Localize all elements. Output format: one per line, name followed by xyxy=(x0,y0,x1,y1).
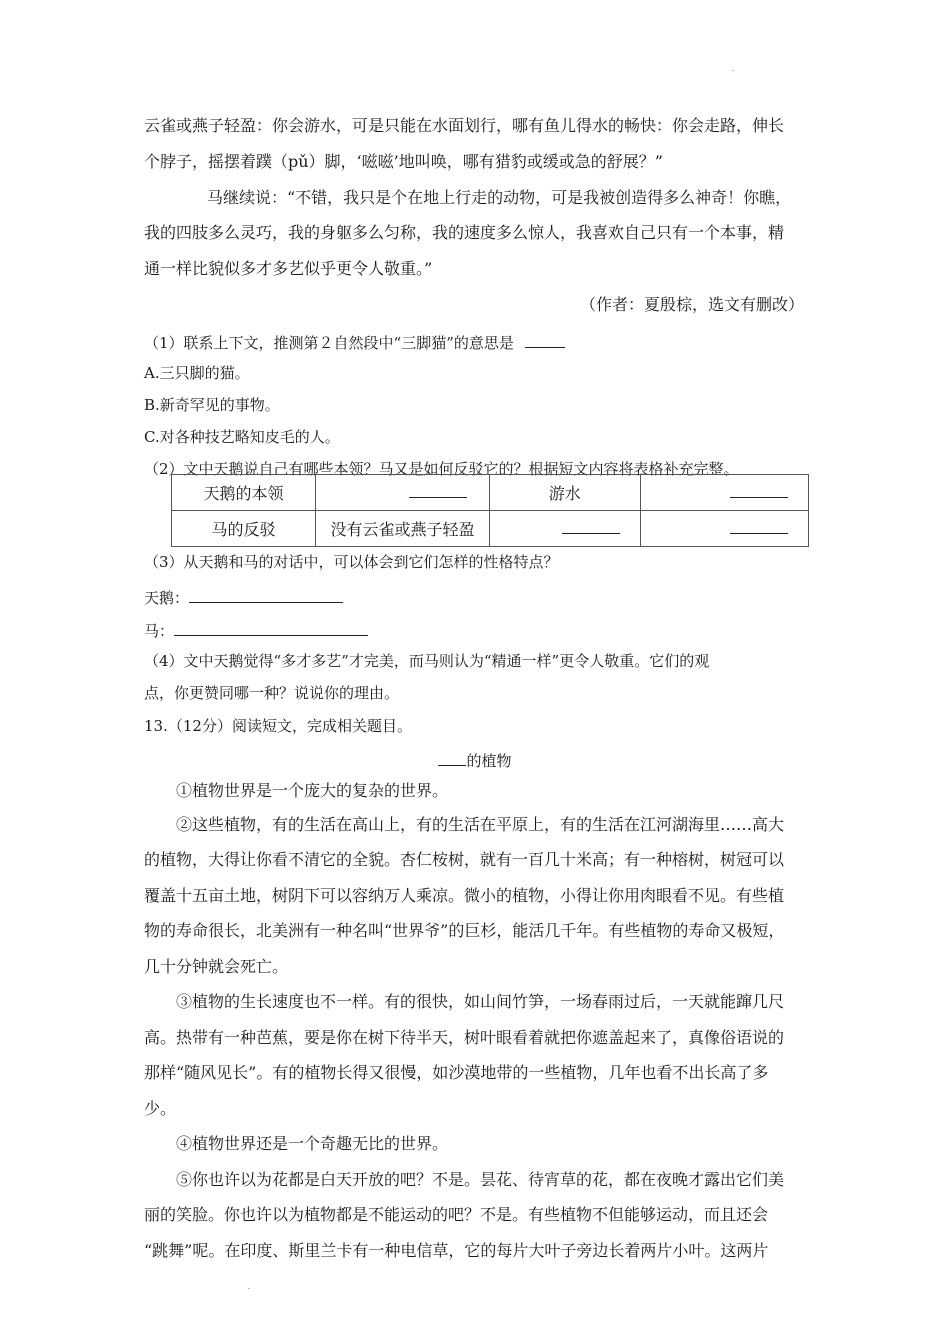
q13-header: 13.（12分）阅读短文，完成相关题目。 xyxy=(144,717,412,735)
passage-line: 我的四肢多么灵巧，我的身躯多么匀称，我的速度多么惊人，我喜欢自己只有一个本事，精 xyxy=(144,223,785,242)
paragraph-4: ④植物世界还是一个奇趣无比的世界。 xyxy=(176,1134,449,1153)
table-cell-horse-rebuttal-label: 马的反驳 xyxy=(172,511,316,547)
paragraph-2-line: 物的寿命很长，北美洲有一种名叫“世界爷”的巨杉，能活几千年。有些植物的寿命又极短， xyxy=(144,921,785,940)
passage-line: 个脖子，摇摆着蹼（pǔ）脚，‘嗞嗞’地叫唤，哪有猎豹或缓或急的舒展？” xyxy=(144,152,663,171)
table-row xyxy=(172,511,809,547)
title-suffix: 的植物 xyxy=(466,752,512,770)
paragraph-3-line: 那样“随风见长”。有的植物长得又很慢，如沙漠地带的一些植物，几年也看不出长高了多 xyxy=(144,1063,769,1082)
paragraph-3-line: ③植物的生长速度也不一样。有的很快，如山间竹笋，一场春雨过后，一天就能蹿几尺 xyxy=(176,992,785,1011)
horse-answer-line xyxy=(144,618,368,641)
paragraph-3-line: 少。 xyxy=(144,1099,177,1118)
paragraph-2-line: 覆盖十五亩土地，树阴下可以容纳万人乘凉。微小的植物，小得让你用肉眼看不见。有些植 xyxy=(144,886,785,905)
question-4-cont: 点，你更赞同哪一种？说说你的理由。 xyxy=(144,684,400,702)
paragraph-5-line: ⑤你也许以为花都是白天开放的吧？不是。昙花、待宵草的花，都在夜晚才露出它们美 xyxy=(176,1170,785,1189)
passage-line: 通一样比貌似多才多艺似乎更令人敬重。” xyxy=(144,259,433,278)
title-blank[interactable] xyxy=(438,748,466,766)
table-cell-swan-skills-label: 天鹅的本领 xyxy=(172,475,316,511)
paragraph-2-line: 几十分钟就会死亡。 xyxy=(144,957,289,976)
passage-line: 云雀或燕子轻盈：你会游水，可是只能在水面划行，哪有鱼儿得水的畅快：你会走路，伸长 xyxy=(144,116,785,135)
question-1 xyxy=(144,330,565,353)
option-b: B.新奇罕见的事物。 xyxy=(144,396,280,414)
scan-speck xyxy=(732,70,734,71)
question-1-text: （1）联系上下文，推测第２自然段中“三脚猫”的意思是 xyxy=(144,334,514,352)
table-cell-rebuttal-1: 没有云雀或燕子轻盈 xyxy=(316,511,490,547)
passage-line: 马继续说：“不错，我只是个在地上行走的动物，可是我被创造得多么神奇！你瞧， xyxy=(207,188,792,207)
scan-speck xyxy=(248,1288,250,1289)
question-2: （2）文中天鹅说自己有哪些本领？马又是如何反驳它的？根据短文内容将表格补充完整。 xyxy=(144,460,739,478)
swan-answer-line xyxy=(144,585,343,608)
author-credit: （作者：夏殷棕，选文有删改） xyxy=(579,295,804,314)
paragraph-5-line: 丽的笑脸。你也许以为植物都是不能运动的吧？不是。有些植物不但能够运动，而且还会 xyxy=(144,1205,769,1224)
table-cell-blank[interactable] xyxy=(640,511,808,547)
option-c: C.对各种技艺略知皮毛的人。 xyxy=(144,428,340,446)
table-cell-blank[interactable] xyxy=(640,475,808,511)
swan-answer-blank[interactable] xyxy=(189,585,343,603)
table-cell-blank[interactable] xyxy=(316,475,490,511)
table-cell-blank[interactable] xyxy=(490,511,641,547)
horse-answer-blank[interactable] xyxy=(174,618,368,636)
table-cell-swim: 游水 xyxy=(490,475,641,511)
answer-table xyxy=(171,474,809,547)
q13-title xyxy=(0,748,950,771)
paragraph-2-line: ②这些植物，有的生活在高山上，有的生活在平原上，有的生活在江河湖海里……高大 xyxy=(176,815,785,834)
horse-answer-label: 马： xyxy=(144,622,175,640)
question-3: （3）从天鹅和马的对话中，可以体会到它们怎样的性格特点？ xyxy=(144,553,559,571)
paragraph-2-line: 的植物，大得让你看不清它的全貌。杏仁桉树，就有一百几十米高；有一种榕树，树冠可以 xyxy=(144,850,785,869)
answer-blank[interactable] xyxy=(525,330,565,348)
option-a: A.三只脚的猫。 xyxy=(144,364,250,382)
paragraph-1: ①植物世界是一个庞大的复杂的世界。 xyxy=(176,781,449,800)
paragraph-5-line: “跳舞”呢。在印度、斯里兰卡有一种电信草，它的每片大叶子旁边长着两片小叶。这两片 xyxy=(144,1241,769,1260)
table-row xyxy=(172,475,809,511)
swan-answer-label: 天鹅： xyxy=(144,589,190,607)
question-4: （4）文中天鹅觉得“多才多艺”才完美，而马则认为“精通一样”更令人敬重。它们的观 xyxy=(144,652,710,670)
paragraph-3-line: 高。热带有一种芭蕉，要是你在树下待半天，树叶眼看着就把你遮盖起来了，真像俗语说的 xyxy=(144,1028,785,1047)
